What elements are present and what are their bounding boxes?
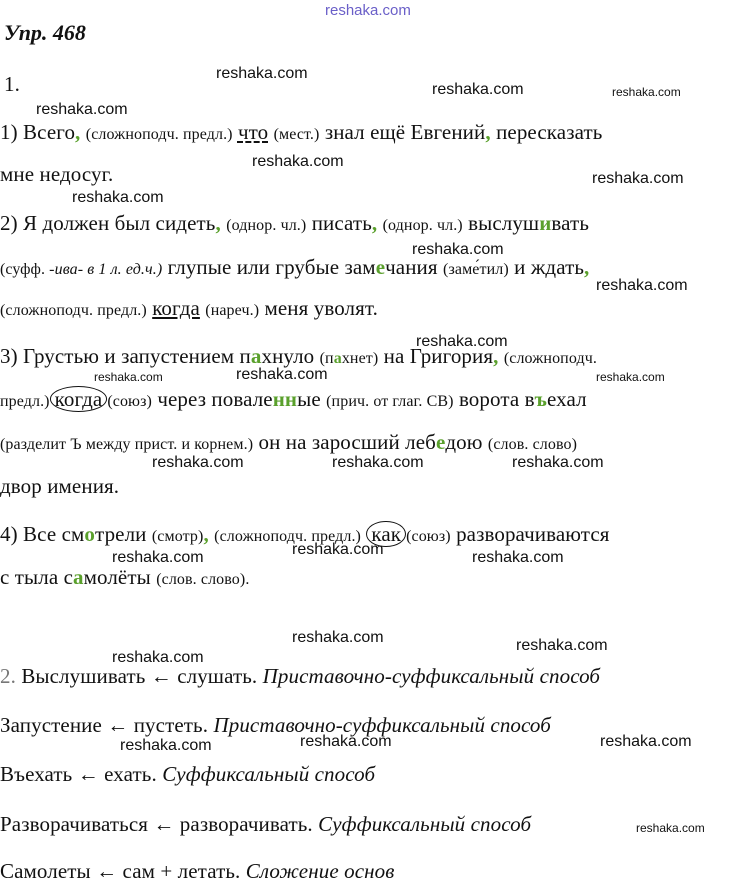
text: с тыла с: [0, 565, 74, 589]
s2-item: [0, 664, 600, 689]
header-watermark[interactable]: reshaka.com: [325, 2, 411, 19]
s4-line1: [0, 522, 610, 547]
text: дою: [445, 430, 483, 454]
note: (однор. чл.): [226, 217, 307, 234]
text: меня уволят.: [264, 296, 378, 320]
text: хнуло: [261, 344, 315, 368]
section1-label: 1.: [4, 72, 20, 96]
watermark[interactable]: reshaka.com: [292, 629, 384, 646]
watermark[interactable]: reshaka.com: [216, 65, 308, 82]
method: Суффиксальный способ: [318, 812, 532, 836]
highlighted-letters: нн: [272, 387, 298, 411]
note: (мест.): [273, 126, 320, 143]
s2-line1: [0, 211, 589, 236]
text: он на заросший леб: [258, 430, 436, 454]
note: (заме́тил): [443, 261, 509, 278]
watermark[interactable]: reshaka.com: [512, 454, 604, 471]
note: (нареч.): [205, 302, 260, 319]
watermark[interactable]: reshaka.com: [332, 454, 424, 471]
watermark[interactable]: reshaka.com: [236, 366, 328, 383]
derivation: Разворачиваться ← разворачивать.: [0, 812, 313, 836]
watermark[interactable]: reshaka.com: [120, 737, 212, 754]
text: 4) Все см: [0, 522, 85, 546]
note: (прич. от глаг. СВ): [326, 393, 454, 410]
exercise-title: Упр. 468: [4, 20, 86, 45]
s2-item: [0, 859, 394, 884]
text: 1) Всего: [0, 120, 76, 144]
derivation: Запустение ← пустеть.: [0, 713, 209, 737]
note: (слов. слово): [487, 436, 578, 453]
highlighted-letter: а: [333, 350, 342, 367]
note: (суфф.: [0, 261, 50, 278]
watermark[interactable]: reshaka.com: [636, 821, 705, 835]
text: 3) Грустью и запустением п: [0, 344, 251, 368]
s2-line2: [0, 255, 589, 280]
note: (однор. чл.): [382, 217, 463, 234]
watermark[interactable]: reshaka.com: [416, 333, 508, 350]
s1-line2: мне недосуг.: [0, 162, 114, 186]
comma-mark: ,: [493, 344, 499, 368]
note-italic: -ива- в 1 л. ед.ч.): [49, 261, 163, 278]
watermark[interactable]: reshaka.com: [596, 370, 665, 384]
text: ехал: [547, 387, 587, 411]
s3-line3: [0, 430, 577, 455]
comma-mark: ,: [584, 255, 590, 279]
note: предл.): [0, 393, 50, 410]
text: ворота в: [458, 387, 535, 411]
s4-line2: [0, 565, 249, 590]
note: (союз): [107, 393, 152, 410]
s2-item: [0, 762, 375, 787]
comma-mark: ,: [485, 120, 491, 144]
method: Приставочно-суффиксальный способ: [213, 713, 551, 737]
note: (слов. слово).: [156, 571, 250, 588]
text: писать: [311, 211, 372, 235]
note: (сложноподч. предл.): [214, 528, 361, 545]
watermark[interactable]: reshaka.com: [112, 649, 204, 666]
watermark[interactable]: reshaka.com: [152, 454, 244, 471]
note: (союз): [406, 528, 451, 545]
text: пересказать: [496, 120, 603, 144]
watermark[interactable]: reshaka.com: [412, 241, 504, 258]
comma-mark: ,: [215, 211, 221, 235]
text: через повале: [157, 387, 273, 411]
circled-word: как: [366, 521, 406, 547]
derivation: Выслушивать ← слушать.: [21, 664, 258, 688]
derivation: Самолеты ← сам + летать.: [0, 859, 241, 883]
method: Суффиксальный способ: [162, 762, 376, 786]
note: хнет): [341, 350, 379, 367]
item-number: 2.: [0, 664, 16, 688]
text: вать: [551, 211, 589, 235]
comma-mark: ,: [75, 120, 81, 144]
highlighted-letter: е: [435, 430, 446, 454]
text: и ждать: [514, 255, 585, 279]
text: чания: [385, 255, 438, 279]
s3-line4: двор имения.: [0, 474, 120, 498]
underlined-word: что: [237, 120, 269, 144]
text: молёты: [83, 565, 151, 589]
note: (сложноподч. предл.): [85, 126, 233, 143]
watermark[interactable]: reshaka.com: [72, 189, 164, 206]
circled-word: когда: [50, 386, 108, 412]
derivation: Въехать ← ехать.: [0, 762, 157, 786]
text: ые: [297, 387, 321, 411]
text: трели: [95, 522, 147, 546]
s3-line1: [0, 344, 597, 369]
text: глупые или грубые зам: [167, 255, 376, 279]
highlighted-letter: а: [73, 565, 84, 589]
watermark[interactable]: reshaka.com: [36, 101, 128, 118]
watermark[interactable]: reshaka.com: [516, 637, 608, 654]
underlined-word: когда: [152, 296, 200, 320]
highlighted-letter: ъ: [534, 387, 547, 411]
s3-line2: [0, 387, 587, 412]
watermark[interactable]: reshaka.com: [300, 733, 392, 750]
highlighted-letter: а: [250, 344, 262, 368]
highlighted-letter: о: [84, 522, 96, 546]
highlighted-letter: е: [375, 255, 386, 279]
note: (смотр): [151, 528, 204, 545]
s1-line1: [0, 120, 602, 145]
text: выслуш: [468, 211, 540, 235]
s2-line3: [0, 296, 378, 321]
note: (сложноподч.: [503, 350, 597, 367]
highlighted-letter: и: [539, 211, 552, 235]
method: Сложение основ: [245, 859, 395, 883]
s2-item: [0, 713, 551, 738]
watermark[interactable]: reshaka.com: [252, 153, 344, 170]
watermark[interactable]: reshaka.com: [600, 733, 692, 750]
watermark[interactable]: reshaka.com: [94, 370, 163, 384]
comma-mark: ,: [203, 522, 209, 546]
watermark[interactable]: reshaka.com: [596, 277, 688, 294]
note: (разделит Ъ между прист. и корнем.): [0, 436, 254, 453]
watermark[interactable]: reshaka.com: [112, 549, 204, 566]
text: знал ещё Евгений: [324, 120, 486, 144]
comma-mark: ,: [371, 211, 378, 235]
watermark[interactable]: reshaka.com: [472, 549, 564, 566]
s2-item: [0, 812, 531, 837]
watermark[interactable]: reshaka.com: [612, 85, 681, 99]
note: (сложноподч. предл.): [0, 302, 147, 319]
watermark[interactable]: reshaka.com: [592, 170, 684, 187]
watermark[interactable]: reshaka.com: [432, 81, 524, 98]
text: разворачиваются: [456, 522, 610, 546]
watermark[interactable]: reshaka.com: [292, 541, 384, 558]
note: (п: [319, 350, 334, 367]
method: Приставочно-суффиксальный способ: [262, 664, 601, 688]
text: 2) Я должен был сидеть: [0, 211, 216, 235]
text: на Григория: [383, 344, 494, 368]
